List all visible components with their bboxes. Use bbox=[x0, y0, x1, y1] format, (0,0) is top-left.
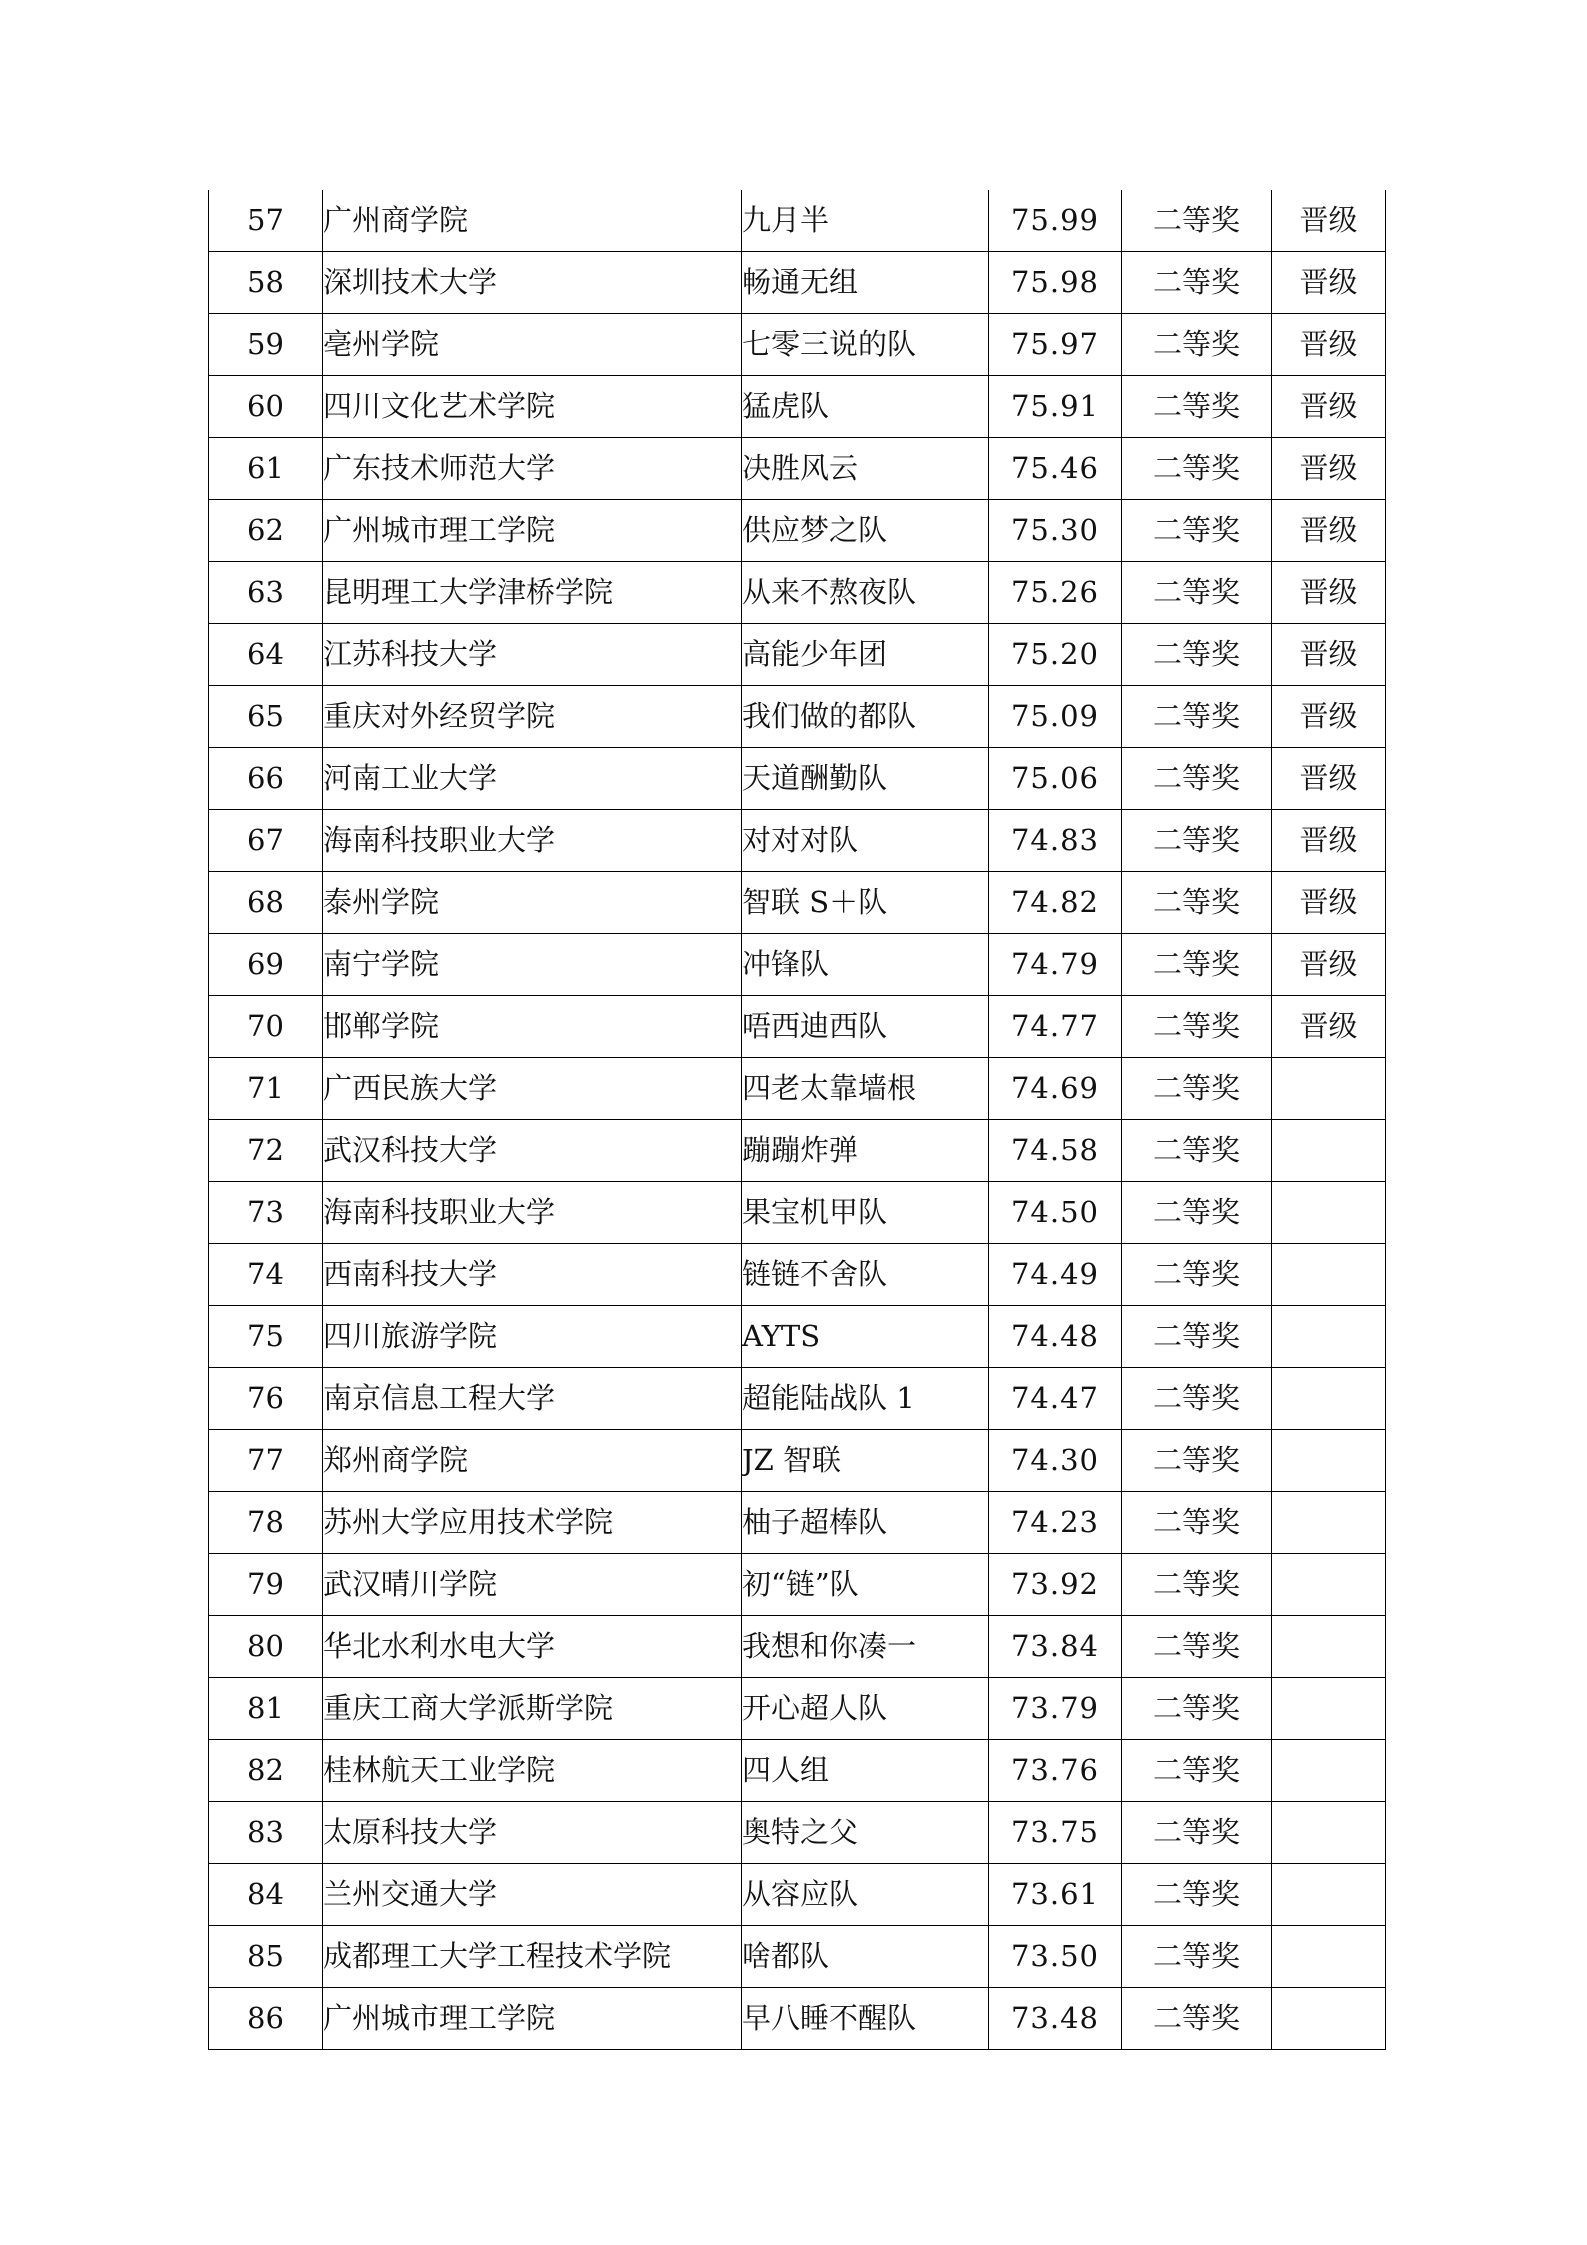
advance-cell: 晋级 bbox=[1272, 686, 1386, 748]
award-cell: 二等奖 bbox=[1122, 686, 1272, 748]
school-cell: 广州城市理工学院 bbox=[323, 1988, 742, 2050]
score-cell: 75.30 bbox=[989, 500, 1122, 562]
school-cell: 泰州学院 bbox=[323, 872, 742, 934]
award-cell: 二等奖 bbox=[1122, 190, 1272, 252]
school-cell: 四川文化艺术学院 bbox=[323, 376, 742, 438]
team-cell: 天道酬勤队 bbox=[742, 748, 989, 810]
team-cell: 畅通无组 bbox=[742, 252, 989, 314]
award-cell: 二等奖 bbox=[1122, 1182, 1272, 1244]
school-cell: 重庆工商大学派斯学院 bbox=[323, 1678, 742, 1740]
score-cell: 74.82 bbox=[989, 872, 1122, 934]
award-cell: 二等奖 bbox=[1122, 1678, 1272, 1740]
school-cell: 广州城市理工学院 bbox=[323, 500, 742, 562]
rank-cell: 59 bbox=[209, 314, 323, 376]
advance-cell: 晋级 bbox=[1272, 376, 1386, 438]
advance-cell bbox=[1272, 1058, 1386, 1120]
advance-cell bbox=[1272, 1182, 1386, 1244]
school-cell: 海南科技职业大学 bbox=[323, 810, 742, 872]
school-cell: 华北水利水电大学 bbox=[323, 1616, 742, 1678]
team-cell: 链链不舍队 bbox=[742, 1244, 989, 1306]
rank-cell: 83 bbox=[209, 1802, 323, 1864]
advance-cell: 晋级 bbox=[1272, 872, 1386, 934]
table-row bbox=[209, 1492, 1386, 1554]
advance-cell bbox=[1272, 1492, 1386, 1554]
rank-cell: 71 bbox=[209, 1058, 323, 1120]
table-row bbox=[209, 1244, 1386, 1306]
table-row bbox=[209, 562, 1386, 624]
score-cell: 75.06 bbox=[989, 748, 1122, 810]
table-row bbox=[209, 810, 1386, 872]
award-cell: 二等奖 bbox=[1122, 624, 1272, 686]
team-cell: 蹦蹦炸弹 bbox=[742, 1120, 989, 1182]
school-cell: 江苏科技大学 bbox=[323, 624, 742, 686]
rank-cell: 78 bbox=[209, 1492, 323, 1554]
advance-cell bbox=[1272, 1988, 1386, 2050]
table-row bbox=[209, 1740, 1386, 1802]
school-cell: 深圳技术大学 bbox=[323, 252, 742, 314]
advance-cell: 晋级 bbox=[1272, 624, 1386, 686]
team-cell: 冲锋队 bbox=[742, 934, 989, 996]
team-cell: 超能陆战队 1 bbox=[742, 1368, 989, 1430]
score-cell: 75.98 bbox=[989, 252, 1122, 314]
award-cell: 二等奖 bbox=[1122, 1802, 1272, 1864]
advance-cell bbox=[1272, 1926, 1386, 1988]
table-row bbox=[209, 1368, 1386, 1430]
table-row bbox=[209, 252, 1386, 314]
rank-cell: 70 bbox=[209, 996, 323, 1058]
rank-cell: 74 bbox=[209, 1244, 323, 1306]
results-table bbox=[208, 190, 1386, 2050]
award-cell: 二等奖 bbox=[1122, 314, 1272, 376]
rank-cell: 69 bbox=[209, 934, 323, 996]
table-row bbox=[209, 376, 1386, 438]
score-cell: 74.83 bbox=[989, 810, 1122, 872]
rank-cell: 77 bbox=[209, 1430, 323, 1492]
advance-cell: 晋级 bbox=[1272, 500, 1386, 562]
rank-cell: 63 bbox=[209, 562, 323, 624]
team-cell: 四老太靠墙根 bbox=[742, 1058, 989, 1120]
rank-cell: 86 bbox=[209, 1988, 323, 2050]
table-row bbox=[209, 438, 1386, 500]
advance-cell: 晋级 bbox=[1272, 748, 1386, 810]
advance-cell bbox=[1272, 1430, 1386, 1492]
award-cell: 二等奖 bbox=[1122, 1430, 1272, 1492]
school-cell: 苏州大学应用技术学院 bbox=[323, 1492, 742, 1554]
rank-cell: 62 bbox=[209, 500, 323, 562]
award-cell: 二等奖 bbox=[1122, 934, 1272, 996]
advance-cell bbox=[1272, 1244, 1386, 1306]
advance-cell bbox=[1272, 1306, 1386, 1368]
rank-cell: 75 bbox=[209, 1306, 323, 1368]
score-cell: 74.50 bbox=[989, 1182, 1122, 1244]
rank-cell: 65 bbox=[209, 686, 323, 748]
award-cell: 二等奖 bbox=[1122, 562, 1272, 624]
team-cell: 啥都队 bbox=[742, 1926, 989, 1988]
team-cell: 猛虎队 bbox=[742, 376, 989, 438]
table-row bbox=[209, 1120, 1386, 1182]
advance-cell bbox=[1272, 1864, 1386, 1926]
team-cell: 从来不熬夜队 bbox=[742, 562, 989, 624]
award-cell: 二等奖 bbox=[1122, 1616, 1272, 1678]
school-cell: 海南科技职业大学 bbox=[323, 1182, 742, 1244]
team-cell: AYTS bbox=[742, 1306, 989, 1368]
award-cell: 二等奖 bbox=[1122, 252, 1272, 314]
table-row bbox=[209, 500, 1386, 562]
score-cell: 75.91 bbox=[989, 376, 1122, 438]
team-cell: JZ 智联 bbox=[742, 1430, 989, 1492]
table-row bbox=[209, 1058, 1386, 1120]
table-row bbox=[209, 1802, 1386, 1864]
rank-cell: 76 bbox=[209, 1368, 323, 1430]
table-row bbox=[209, 872, 1386, 934]
table-row bbox=[209, 686, 1386, 748]
score-cell: 75.20 bbox=[989, 624, 1122, 686]
advance-cell: 晋级 bbox=[1272, 562, 1386, 624]
score-cell: 73.84 bbox=[989, 1616, 1122, 1678]
advance-cell: 晋级 bbox=[1272, 438, 1386, 500]
school-cell: 太原科技大学 bbox=[323, 1802, 742, 1864]
table-row bbox=[209, 1678, 1386, 1740]
award-cell: 二等奖 bbox=[1122, 810, 1272, 872]
table-row bbox=[209, 624, 1386, 686]
table-row bbox=[209, 1926, 1386, 1988]
rank-cell: 84 bbox=[209, 1864, 323, 1926]
award-cell: 二等奖 bbox=[1122, 996, 1272, 1058]
table-row bbox=[209, 1306, 1386, 1368]
score-cell: 75.26 bbox=[989, 562, 1122, 624]
rank-cell: 82 bbox=[209, 1740, 323, 1802]
score-cell: 74.48 bbox=[989, 1306, 1122, 1368]
award-cell: 二等奖 bbox=[1122, 438, 1272, 500]
team-cell: 七零三说的队 bbox=[742, 314, 989, 376]
award-cell: 二等奖 bbox=[1122, 1988, 1272, 2050]
school-cell: 兰州交通大学 bbox=[323, 1864, 742, 1926]
score-cell: 74.79 bbox=[989, 934, 1122, 996]
rank-cell: 85 bbox=[209, 1926, 323, 1988]
award-cell: 二等奖 bbox=[1122, 1058, 1272, 1120]
school-cell: 广东技术师范大学 bbox=[323, 438, 742, 500]
rank-cell: 66 bbox=[209, 748, 323, 810]
team-cell: 我们做的都队 bbox=[742, 686, 989, 748]
advance-cell: 晋级 bbox=[1272, 996, 1386, 1058]
award-cell: 二等奖 bbox=[1122, 1864, 1272, 1926]
score-cell: 74.49 bbox=[989, 1244, 1122, 1306]
school-cell: 邯郸学院 bbox=[323, 996, 742, 1058]
advance-cell bbox=[1272, 1678, 1386, 1740]
rank-cell: 64 bbox=[209, 624, 323, 686]
rank-cell: 60 bbox=[209, 376, 323, 438]
award-cell: 二等奖 bbox=[1122, 376, 1272, 438]
award-cell: 二等奖 bbox=[1122, 1492, 1272, 1554]
award-cell: 二等奖 bbox=[1122, 1554, 1272, 1616]
award-cell: 二等奖 bbox=[1122, 1368, 1272, 1430]
results-table-body bbox=[209, 190, 1386, 2050]
table-row bbox=[209, 1864, 1386, 1926]
score-cell: 73.76 bbox=[989, 1740, 1122, 1802]
rank-cell: 68 bbox=[209, 872, 323, 934]
rank-cell: 61 bbox=[209, 438, 323, 500]
rank-cell: 73 bbox=[209, 1182, 323, 1244]
score-cell: 73.79 bbox=[989, 1678, 1122, 1740]
award-cell: 二等奖 bbox=[1122, 872, 1272, 934]
score-cell: 73.61 bbox=[989, 1864, 1122, 1926]
table-row bbox=[209, 1554, 1386, 1616]
school-cell: 河南工业大学 bbox=[323, 748, 742, 810]
school-cell: 武汉科技大学 bbox=[323, 1120, 742, 1182]
score-cell: 74.47 bbox=[989, 1368, 1122, 1430]
score-cell: 73.48 bbox=[989, 1988, 1122, 2050]
table-row bbox=[209, 314, 1386, 376]
advance-cell: 晋级 bbox=[1272, 314, 1386, 376]
team-cell: 从容应队 bbox=[742, 1864, 989, 1926]
school-cell: 广州商学院 bbox=[323, 190, 742, 252]
team-cell: 供应梦之队 bbox=[742, 500, 989, 562]
team-cell: 决胜风云 bbox=[742, 438, 989, 500]
table-row bbox=[209, 1616, 1386, 1678]
team-cell: 九月半 bbox=[742, 190, 989, 252]
score-cell: 74.69 bbox=[989, 1058, 1122, 1120]
score-cell: 73.50 bbox=[989, 1926, 1122, 1988]
score-cell: 73.75 bbox=[989, 1802, 1122, 1864]
award-cell: 二等奖 bbox=[1122, 1926, 1272, 1988]
advance-cell: 晋级 bbox=[1272, 810, 1386, 872]
school-cell: 昆明理工大学津桥学院 bbox=[323, 562, 742, 624]
school-cell: 南宁学院 bbox=[323, 934, 742, 996]
team-cell: 唔西迪西队 bbox=[742, 996, 989, 1058]
school-cell: 广西民族大学 bbox=[323, 1058, 742, 1120]
team-cell: 智联 S＋队 bbox=[742, 872, 989, 934]
score-cell: 74.77 bbox=[989, 996, 1122, 1058]
advance-cell: 晋级 bbox=[1272, 252, 1386, 314]
school-cell: 四川旅游学院 bbox=[323, 1306, 742, 1368]
table-row bbox=[209, 1182, 1386, 1244]
score-cell: 75.09 bbox=[989, 686, 1122, 748]
advance-cell bbox=[1272, 1554, 1386, 1616]
award-cell: 二等奖 bbox=[1122, 1306, 1272, 1368]
team-cell: 果宝机甲队 bbox=[742, 1182, 989, 1244]
rank-cell: 80 bbox=[209, 1616, 323, 1678]
table-row bbox=[209, 748, 1386, 810]
award-cell: 二等奖 bbox=[1122, 1740, 1272, 1802]
award-cell: 二等奖 bbox=[1122, 1244, 1272, 1306]
rank-cell: 72 bbox=[209, 1120, 323, 1182]
score-cell: 75.97 bbox=[989, 314, 1122, 376]
team-cell: 对对对队 bbox=[742, 810, 989, 872]
score-cell: 75.46 bbox=[989, 438, 1122, 500]
award-cell: 二等奖 bbox=[1122, 748, 1272, 810]
rank-cell: 67 bbox=[209, 810, 323, 872]
rank-cell: 58 bbox=[209, 252, 323, 314]
score-cell: 75.99 bbox=[989, 190, 1122, 252]
rank-cell: 79 bbox=[209, 1554, 323, 1616]
score-cell: 74.58 bbox=[989, 1120, 1122, 1182]
school-cell: 西南科技大学 bbox=[323, 1244, 742, 1306]
advance-cell: 晋级 bbox=[1272, 190, 1386, 252]
table-row bbox=[209, 1430, 1386, 1492]
team-cell: 初“链”队 bbox=[742, 1554, 989, 1616]
team-cell: 高能少年团 bbox=[742, 624, 989, 686]
advance-cell bbox=[1272, 1368, 1386, 1430]
team-cell: 奥特之父 bbox=[742, 1802, 989, 1864]
advance-cell bbox=[1272, 1802, 1386, 1864]
team-cell: 开心超人队 bbox=[742, 1678, 989, 1740]
advance-cell bbox=[1272, 1120, 1386, 1182]
table-row bbox=[209, 190, 1386, 252]
score-cell: 73.92 bbox=[989, 1554, 1122, 1616]
team-cell: 四人组 bbox=[742, 1740, 989, 1802]
school-cell: 桂林航天工业学院 bbox=[323, 1740, 742, 1802]
award-cell: 二等奖 bbox=[1122, 1120, 1272, 1182]
table-row bbox=[209, 996, 1386, 1058]
advance-cell: 晋级 bbox=[1272, 934, 1386, 996]
team-cell: 柚子超棒队 bbox=[742, 1492, 989, 1554]
school-cell: 亳州学院 bbox=[323, 314, 742, 376]
score-cell: 74.30 bbox=[989, 1430, 1122, 1492]
rank-cell: 57 bbox=[209, 190, 323, 252]
school-cell: 重庆对外经贸学院 bbox=[323, 686, 742, 748]
school-cell: 武汉晴川学院 bbox=[323, 1554, 742, 1616]
table-row bbox=[209, 1988, 1386, 2050]
advance-cell bbox=[1272, 1616, 1386, 1678]
school-cell: 郑州商学院 bbox=[323, 1430, 742, 1492]
school-cell: 南京信息工程大学 bbox=[323, 1368, 742, 1430]
school-cell: 成都理工大学工程技术学院 bbox=[323, 1926, 742, 1988]
score-cell: 74.23 bbox=[989, 1492, 1122, 1554]
team-cell: 早八睡不醒队 bbox=[742, 1988, 989, 2050]
rank-cell: 81 bbox=[209, 1678, 323, 1740]
table-row bbox=[209, 934, 1386, 996]
award-cell: 二等奖 bbox=[1122, 500, 1272, 562]
team-cell: 我想和你凑一 bbox=[742, 1616, 989, 1678]
advance-cell bbox=[1272, 1740, 1386, 1802]
